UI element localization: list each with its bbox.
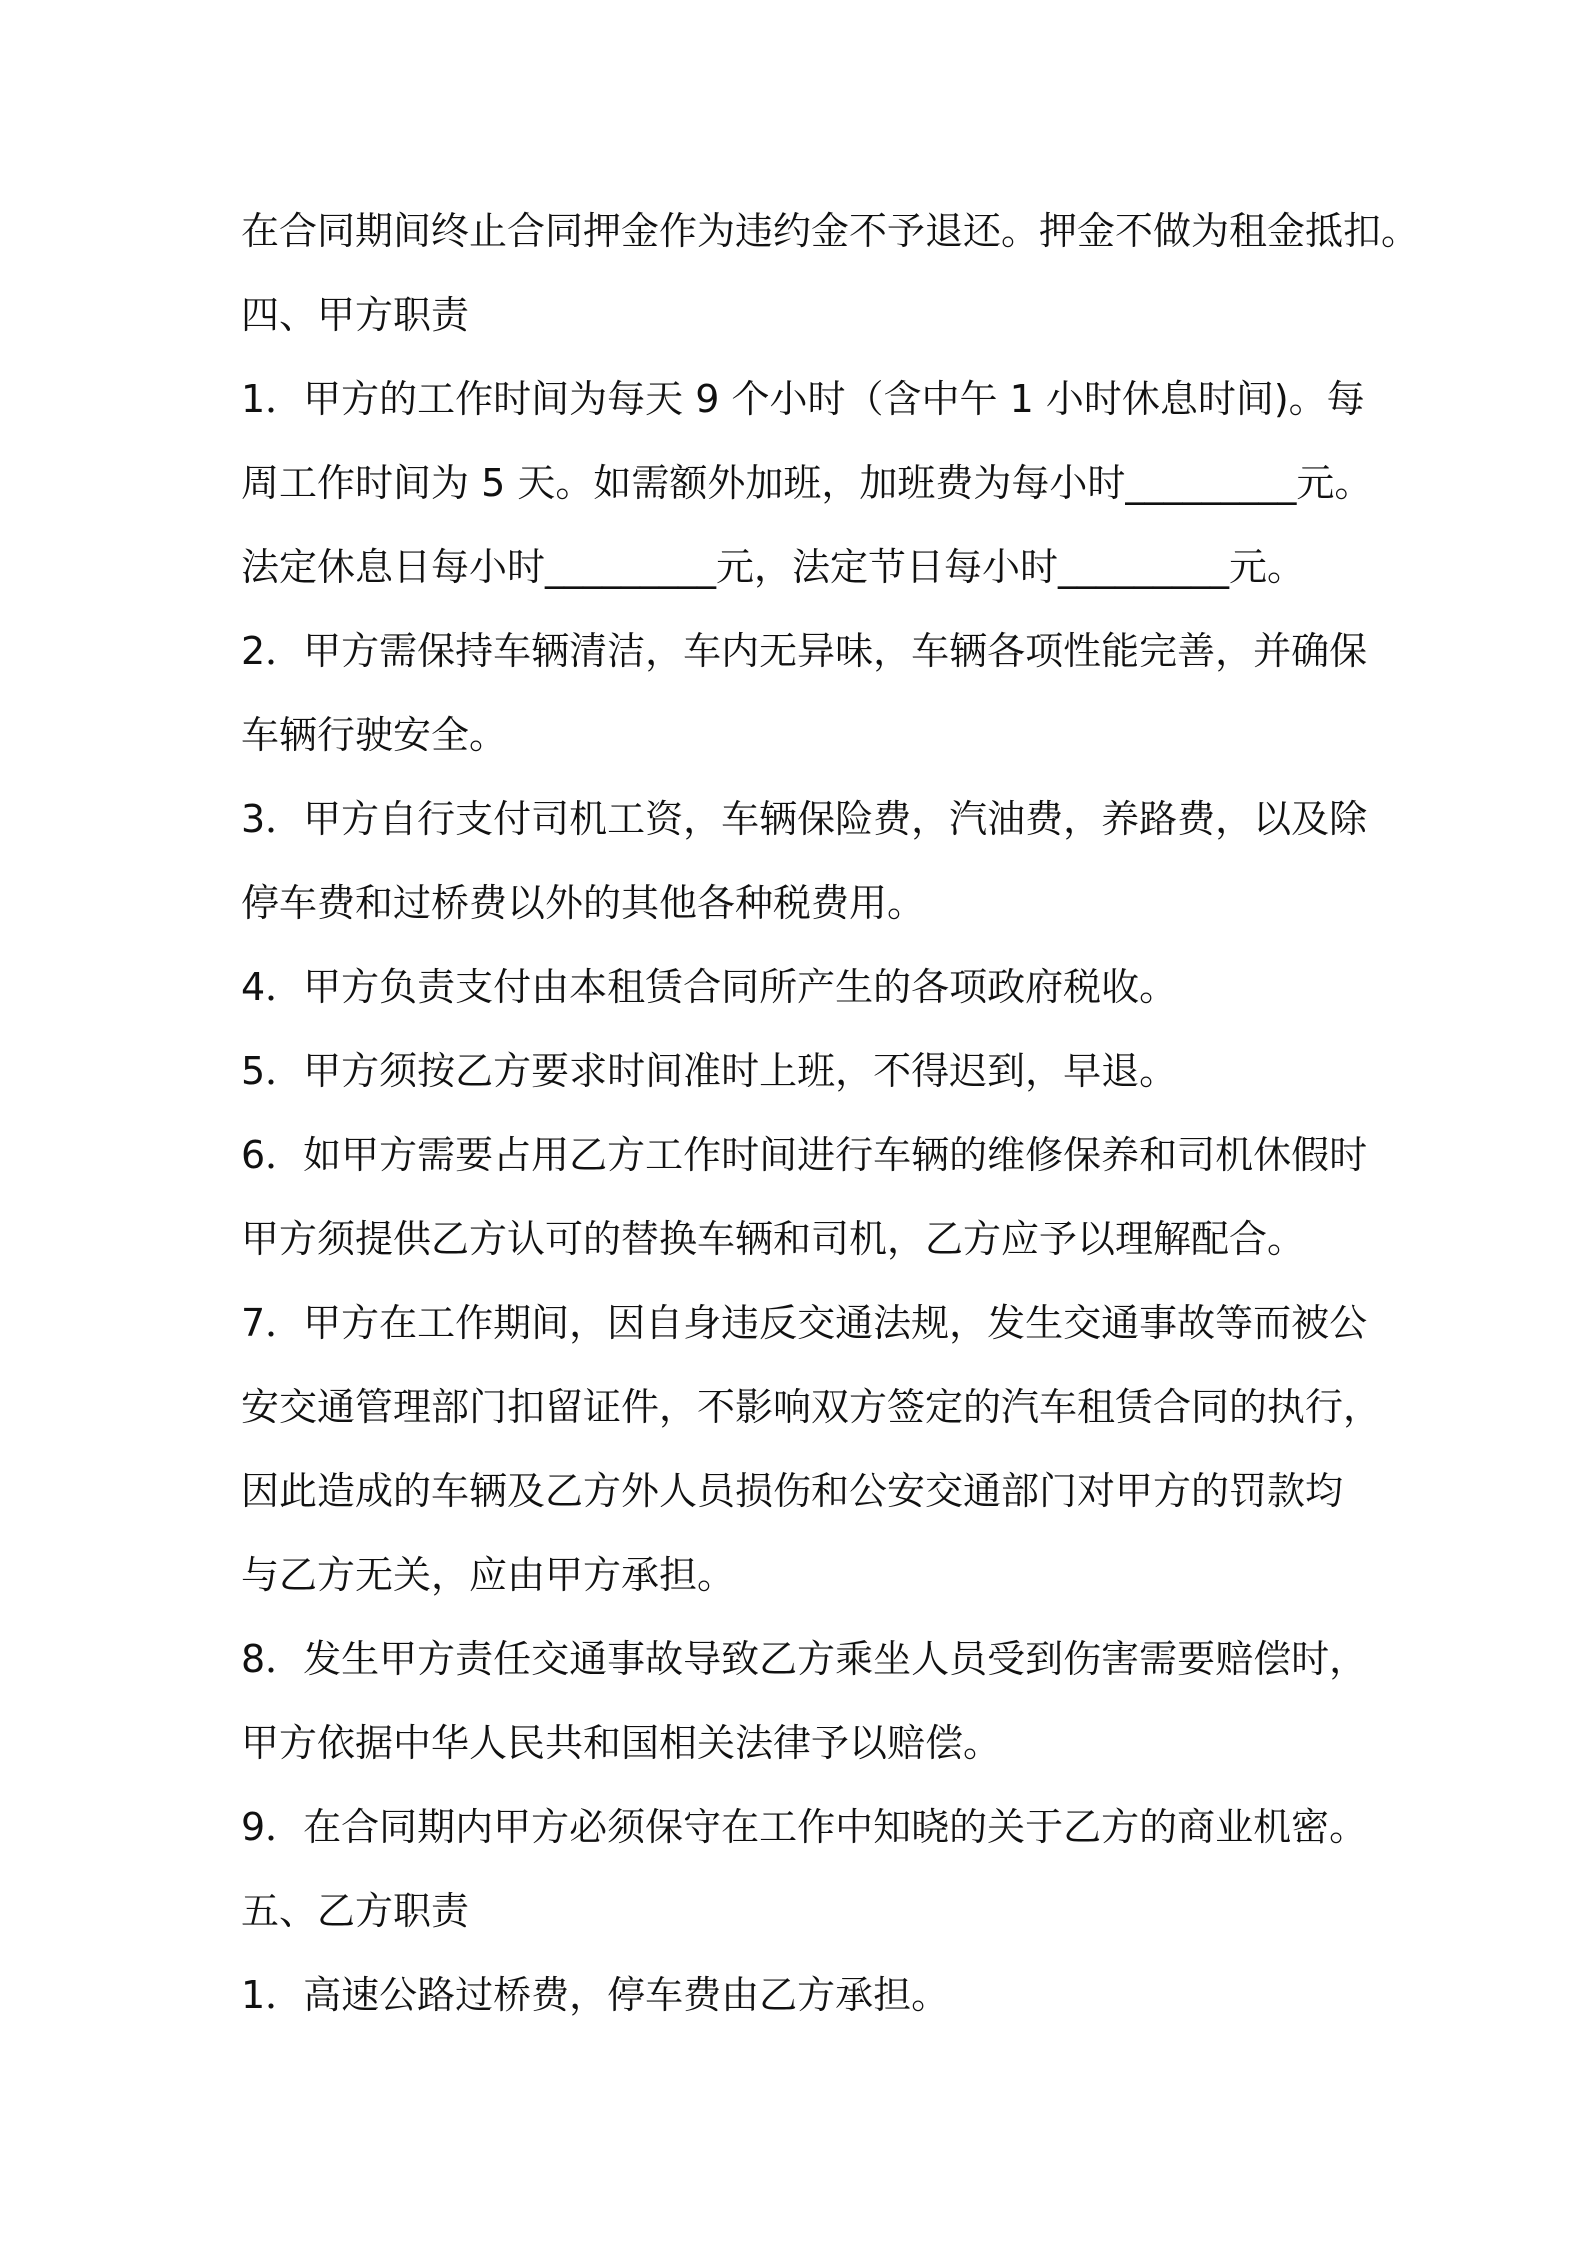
text-line: 1．甲方的工作时间为每天 9 个小时（含中午 1 小时休息时间)。每 (241, 377, 1365, 421)
text-line: 7．甲方在工作期间，因自身违反交通法规，发生交通事故等而被公 (241, 1301, 1368, 1345)
section-heading-party-b-duties: 五、乙方职责 (241, 1889, 470, 1933)
text-line: 甲方须提供乙方认可的替换车辆和司机，乙方应予以理解配合。 (241, 1217, 1306, 1261)
text-line: 周工作时间为 5 天。如需额外加班，加班费为每小时_________元。 (241, 461, 1373, 505)
text-line: 6．如甲方需要占用乙方工作时间进行车辆的维修保养和司机休假时 (241, 1133, 1368, 1177)
text-line: 8．发生甲方责任交通事故导致乙方乘坐人员受到伤害需要赔偿时， (241, 1637, 1368, 1681)
text-line: 2．甲方需保持车辆清洁，车内无异味，车辆各项性能完善，并确保 (241, 629, 1368, 673)
text-line: 4．甲方负责支付由本租赁合同所产生的各项政府税收。 (241, 965, 1178, 1009)
text-line: 安交通管理部门扣留证件，不影响双方签定的汽车租赁合同的执行， (241, 1385, 1382, 1429)
text-line: 9．在合同期内甲方必须保守在工作中知晓的关于乙方的商业机密。 (241, 1805, 1368, 1849)
text-line: 在合同期间终止合同押金作为违约金不予退还。押金不做为租金抵扣。 (241, 209, 1420, 253)
text-line: 3．甲方自行支付司机工资，车辆保险费，汽油费，养路费，以及除 (241, 797, 1368, 841)
text-line: 1．高速公路过桥费，停车费由乙方承担。 (241, 1973, 950, 2017)
text-line: 5．甲方须按乙方要求时间准时上班，不得迟到，早退。 (241, 1049, 1178, 1093)
text-line: 停车费和过桥费以外的其他各种税费用。 (241, 881, 926, 925)
text-line: 因此造成的车辆及乙方外人员损伤和公安交通部门对甲方的罚款均 (241, 1469, 1344, 1513)
text-line: 法定休息日每小时_________元，法定节日每小时_________元。 (241, 545, 1306, 589)
section-heading-party-a-duties: 四、甲方职责 (241, 293, 470, 337)
text-line: 与乙方无关，应由甲方承担。 (241, 1553, 736, 1597)
text-line: 甲方依据中华人民共和国相关法律予以赔偿。 (241, 1721, 1002, 1765)
text-line: 车辆行驶安全。 (241, 713, 508, 757)
